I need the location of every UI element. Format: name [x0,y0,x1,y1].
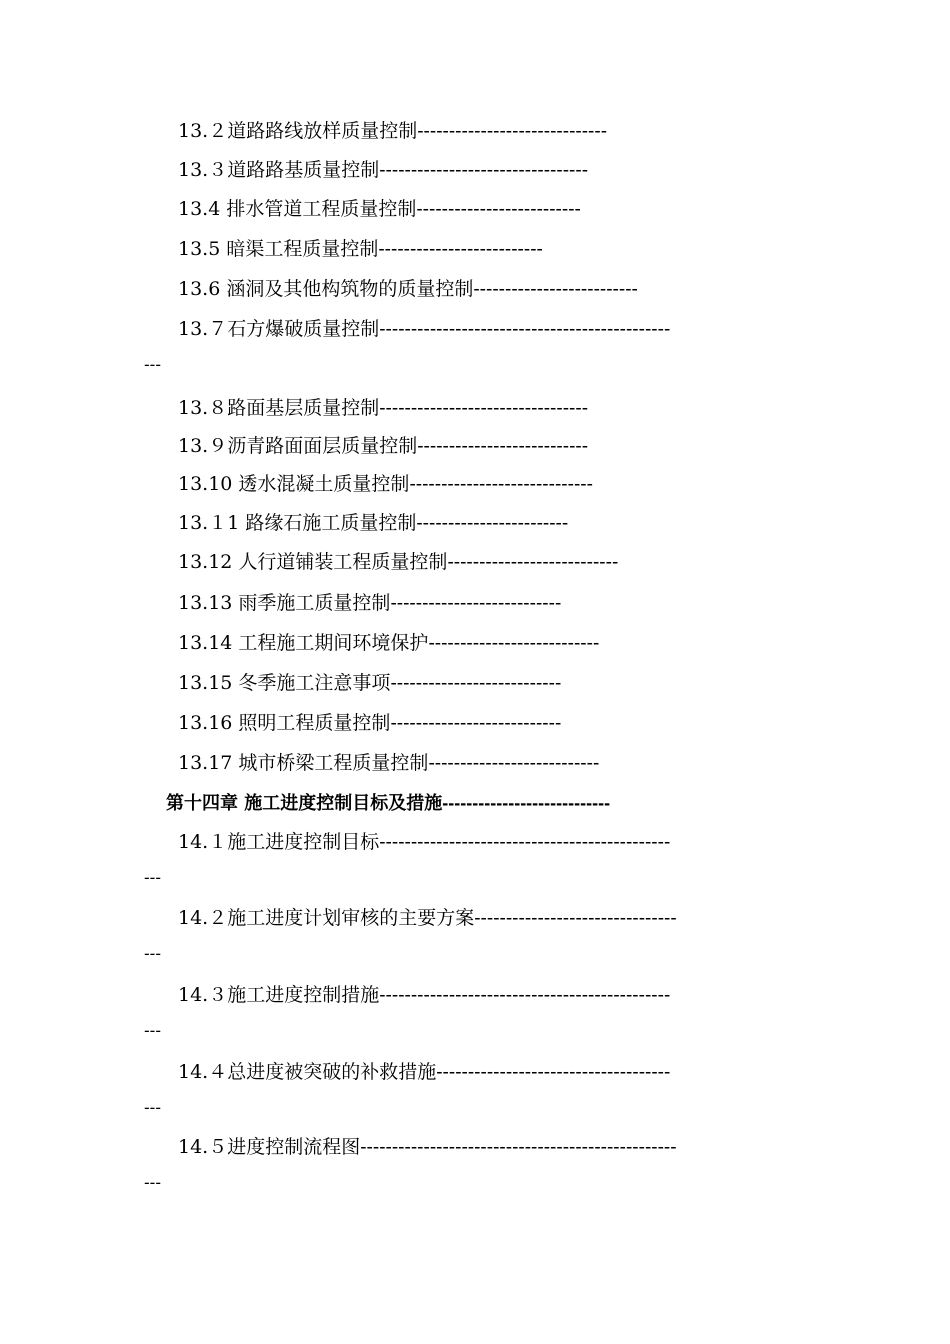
toc-leader-dashes: -------------------------- [378,239,543,260]
toc-entry-title: 13.13 雨季施工质量控制 [178,592,391,614]
toc-entry-title: 13.10 透水混凝土质量控制 [178,473,410,495]
toc-entry [178,630,599,656]
toc-entry-title: 13.７石方爆破质量控制 [178,318,380,340]
toc-leader-dashes: ---------------------------------------------- [379,319,671,340]
toc-leader-wrap: --- [144,1098,161,1117]
toc-entry [178,395,588,421]
toc-leader-dashes: ------------------------------------- [436,1062,671,1083]
toc-entry [178,710,561,736]
toc-entry [178,590,561,616]
toc-entry-title: 13.８路面基层质量控制 [178,397,380,419]
toc-leader-dashes: --------------------------- [390,673,562,694]
toc-entry-title: 13.２道路路线放样质量控制 [178,120,418,142]
toc-entry [178,829,670,855]
toc-entry-title: 13.14 工程施工期间环境保护 [178,632,429,654]
toc-entry-title: 13.4 排水管道工程质量控制 [178,198,417,220]
toc-entry-title: 13.１1 路缘石施工质量控制 [178,512,417,534]
toc-leader-wrap: --- [144,868,161,887]
toc-leader-dashes: --------------------------- [390,713,562,734]
toc-leader-wrap: --- [144,355,161,374]
toc-leader-dashes: --------------------------- [417,436,589,457]
toc-leader-wrap: --- [144,1173,161,1192]
toc-entry-title: 13.９沥青路面面层质量控制 [178,435,418,457]
toc-entry [178,316,670,342]
toc-entry [178,1134,677,1160]
toc-entry [178,549,618,575]
toc-entry-title: 14.４总进度被突破的补救措施 [178,1061,437,1083]
toc-leader-wrap: --- [144,1021,161,1040]
toc-leader-dashes: -------------------------- [473,279,638,300]
toc-entry [178,905,677,931]
toc-entry [178,750,599,776]
toc-entry [178,236,543,262]
toc-entry-title: 14.５进度控制流程图 [178,1136,361,1158]
toc-entry-title: 14.１施工进度控制目标 [178,831,380,853]
toc-leader-dashes: --------------------------------- [379,160,589,181]
toc-leader-dashes: -------------------------------- [474,908,677,929]
toc-leader-dashes: --------------------------------- [379,398,589,419]
toc-entry-title: 13.３道路路基质量控制 [178,159,380,181]
toc-entry [178,670,561,696]
toc-entry-title: 13.5 暗渠工程质量控制 [178,238,379,260]
toc-entry [178,510,568,536]
toc-entry [178,433,588,459]
toc-entry [178,196,581,222]
toc-leader-dashes: -------------------------- [416,199,581,220]
toc-entry-title: 14.２施工进度计划审核的主要方案 [178,907,475,929]
toc-leader-dashes: ------------------------------ [417,121,608,142]
toc-entry-title: 13.16 照明工程质量控制 [178,712,391,734]
toc-leader-dashes: --------------------------- [428,753,600,774]
toc-leader-dashes: ----------------------------- [409,474,593,495]
toc-entry-title: 13.6 涵洞及其他构筑物的质量控制 [178,278,474,300]
toc-leader-dashes: --------------------------- [447,552,619,573]
toc-leader-dashes: --------------------------- [428,633,600,654]
toc-chapter-heading [166,790,610,816]
toc-entry [178,276,638,302]
toc-leader-dashes: --------------------------- [390,593,562,614]
toc-entry-title: 13.15 冬季施工注意事项 [178,672,391,694]
toc-leader-dashes: ------------------------ [416,513,569,534]
toc-entry [178,471,593,497]
toc-entry-title: 13.17 城市桥梁工程质量控制 [178,752,429,774]
toc-entry [178,157,588,183]
toc-entry [178,1059,670,1085]
toc-entry-title: 第十四章 施工进度控制目标及措施 [166,793,443,814]
toc-leader-dashes: ---------------------------- [442,793,611,813]
toc-entry [178,118,607,144]
toc-entry-title: 13.12 人行道铺装工程质量控制 [178,551,448,573]
toc-entry-title: 14.３施工进度控制措施 [178,984,380,1006]
toc-leader-wrap: --- [144,944,161,963]
toc-entry [178,982,670,1008]
toc-leader-dashes: ---------------------------------------------- [379,832,671,853]
toc-leader-dashes: -------------------------------------------------- [360,1137,677,1158]
toc-leader-dashes: ---------------------------------------------- [379,985,671,1006]
